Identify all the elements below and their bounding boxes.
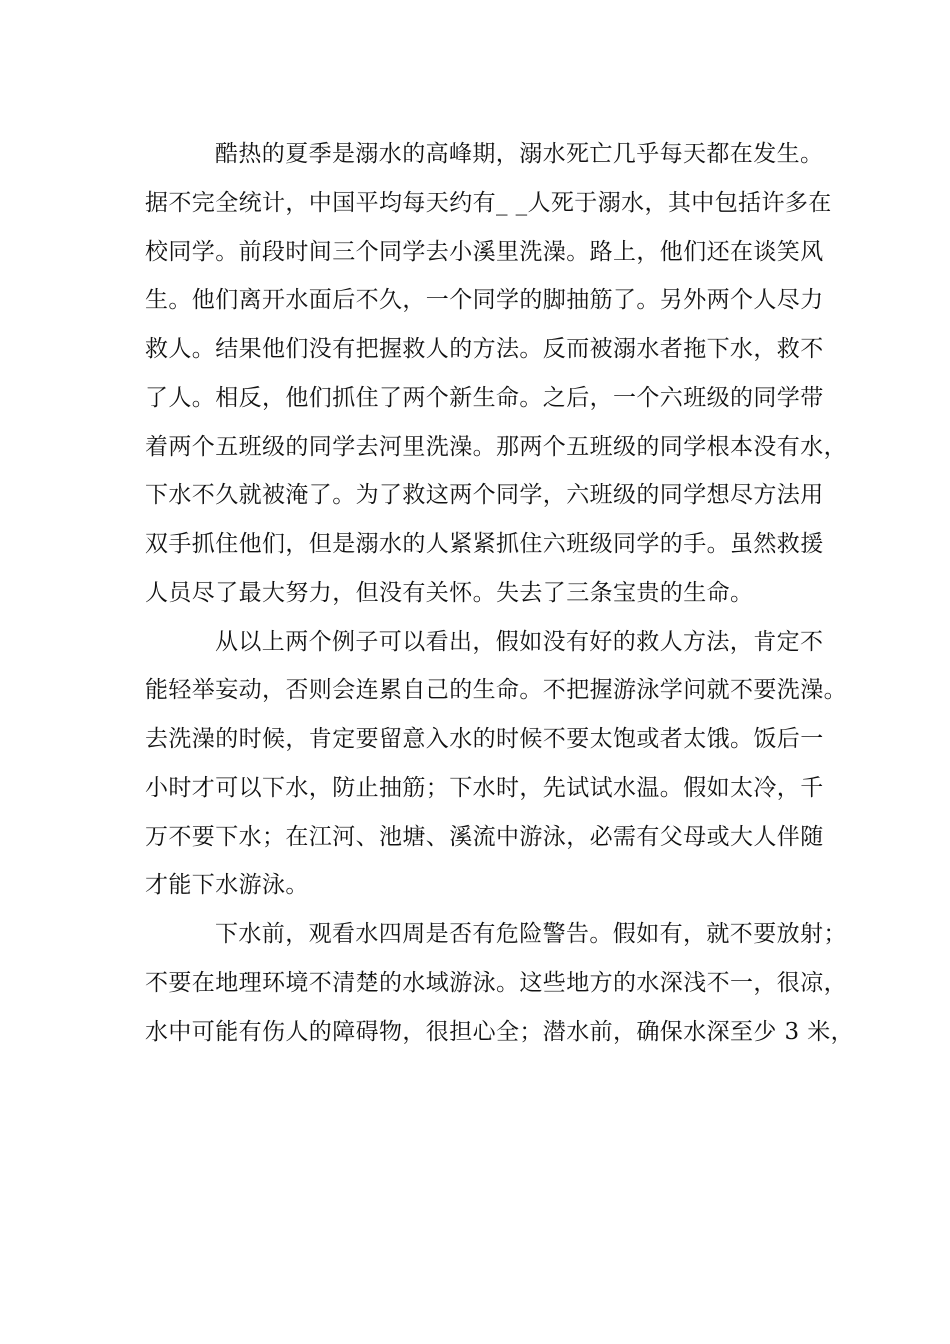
paragraph-line: 能轻举妄动，否则会连累自己的生命。不把握游泳学问就不要洗澡。 (145, 677, 847, 704)
paragraph-3 (145, 910, 855, 1056)
paragraph-line: 了人。相反，他们抓住了两个新生命。之后，一个六班级的同学带 (145, 384, 824, 411)
paragraph-line: 据不完全统计，中国平均每天约有_ _人死于溺水，其中包括许多在 (145, 189, 832, 216)
paragraph-line: 酷热的夏季是溺水的高峰期，溺水死亡几乎每天都在发生。 (215, 141, 824, 167)
paragraph-line: 校同学。前段时间三个同学去小溪里洗澡。路上，他们还在谈笑风 (145, 238, 824, 265)
paragraph-line: 从以上两个例子可以看出，假如没有好的救人方法，肯定不 (215, 628, 824, 655)
paragraph-2 (145, 618, 847, 911)
paragraph-line: 生。他们离开水面后不久，一个同学的脚抽筋了。另外两个人尽力 (145, 287, 824, 314)
paragraph-line: 万不要下水；在江河、池塘、溪流中游泳，必需有父母或大人伴随 (145, 823, 824, 850)
paragraph-line: 去洗澡的时候，肯定要留意入水的时候不要太饱或者太饿。饭后一 (145, 726, 824, 752)
paragraph-line: 不要在地理环境不清楚的水域游泳。这些地方的水深浅不一，很凉， (145, 969, 847, 996)
paragraph-line: 双手抓住他们，但是溺水的人紧紧抓住六班级同学的手。虽然救援 (145, 531, 824, 557)
paragraph-line: 水中可能有伤人的障碍物，很担心全；潜水前，确保水深至少 3 米， (145, 1018, 855, 1045)
paragraph-line: 下水不久就被淹了。为了救这两个同学，六班级的同学想尽方法用 (145, 482, 824, 509)
paragraph-line: 着两个五班级的同学去河里洗澡。那两个五班级的同学根本没有水， (145, 433, 847, 460)
paragraph-line: 小时才可以下水，防止抽筋；下水时，先试试水温。假如太冷，千 (145, 774, 824, 801)
paragraph-line: 下水前，观看水四周是否有危险警告。假如有，就不要放射； (215, 921, 847, 947)
paragraph-line: 人员尽了最大努力，但没有关怀。失去了三条宝贵的生命。 (145, 579, 754, 606)
paragraph-line: 救人。结果他们没有把握救人的方法。反而被溺水者拖下水，救不 (145, 336, 824, 362)
document-body (145, 130, 855, 1056)
paragraph-1 (145, 130, 847, 618)
paragraph-line: 才能下水游泳。 (145, 872, 309, 899)
